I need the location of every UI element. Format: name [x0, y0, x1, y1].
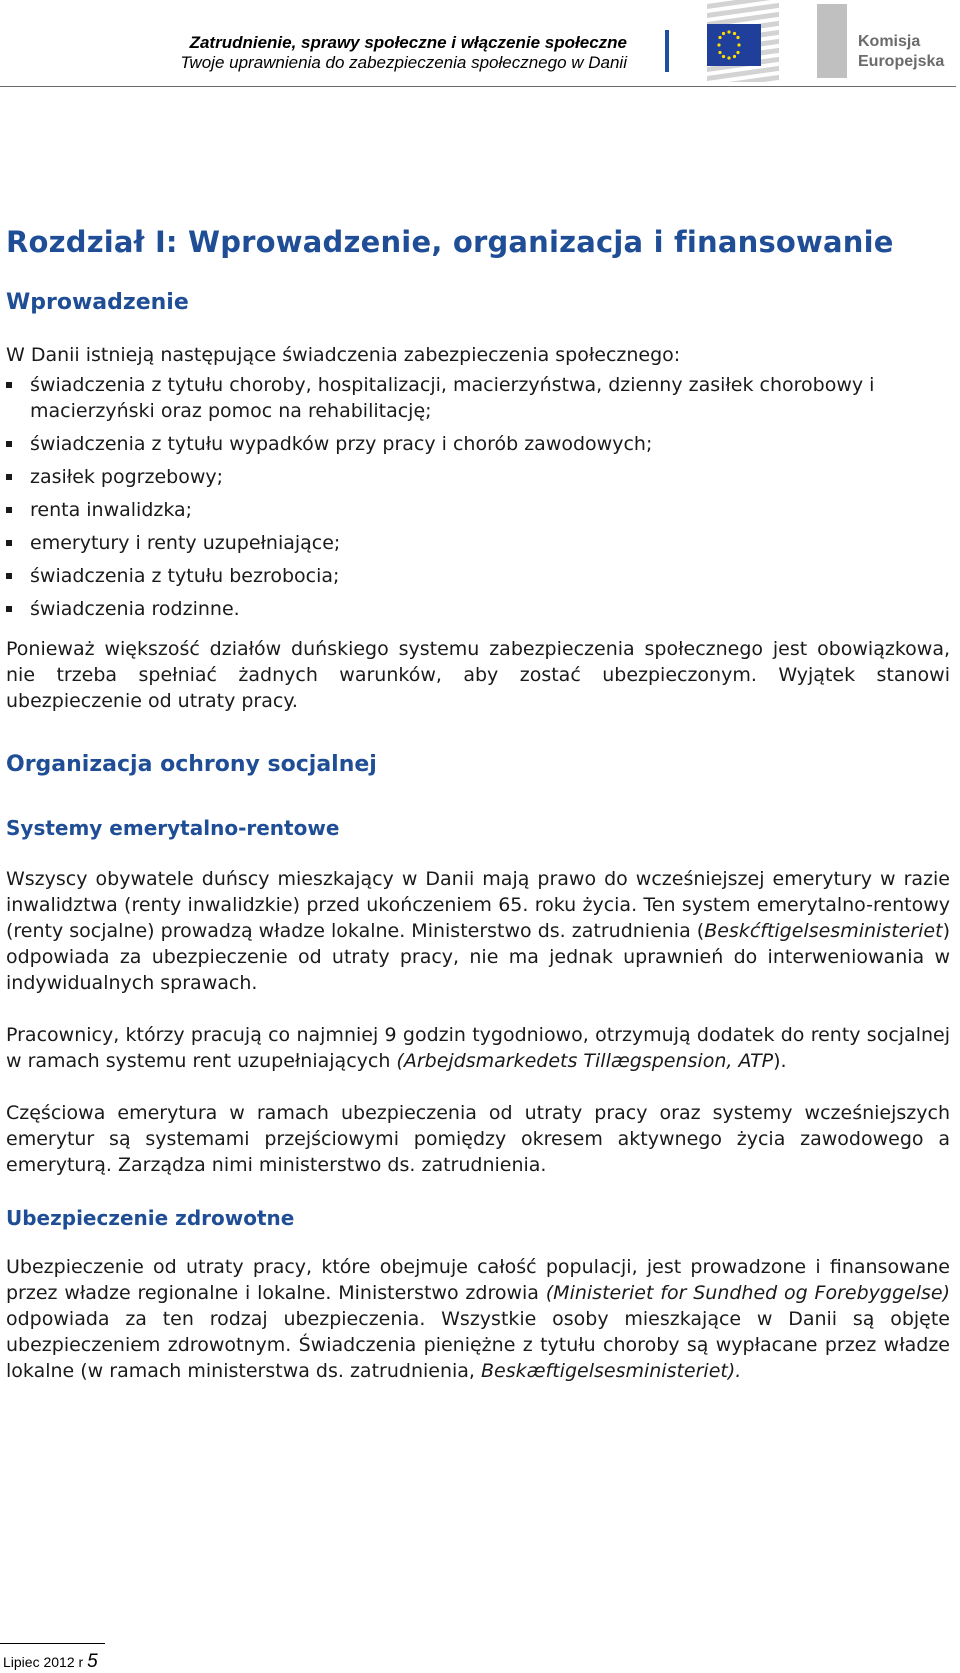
section-heading-organization: Organizacja ochrony socjalnej [6, 752, 377, 777]
section-heading-intro: Wprowadzenie [6, 290, 189, 315]
health-paragraph [6, 1254, 950, 1384]
subsection-heading-health: Ubezpieczenie zdrowotne [6, 1206, 295, 1230]
list-item: świadczenia z tytułu choroby, hospitalizacji, macierzyństwa, dzienny zasiłek chorobowy i macierzyński oraz pomoc na rehabilitację; [6, 372, 950, 424]
header-separator [665, 30, 669, 72]
italic-term: (Arbejdsmarkedets Tillægspension, ATP [396, 1050, 774, 1072]
logo-text-line2: Europejska [858, 53, 945, 70]
logo-text-line1: Komisja [858, 33, 921, 50]
pension-paragraph-3: Częściowa emerytura w ramach ubezpieczenia od utraty pracy oraz systemy wcześniejszych emerytur są systemami przejściowymi pomiędzy okresem aktywnego życia zawodowego a emeryturą. Zarządza nimi ministerstwo ds. zatrudnienia. [6, 1102, 950, 1176]
italic-term: Beskæftigelsesministeriet). [481, 1360, 742, 1382]
intro-paragraph: Ponieważ większość działów duńskiego systemu zabezpieczenia społecznego jest obowiązkowa, nie trzeba spełniać żadnych warunków, aby zostać ubezpieczonym. Wyjątek stanowi ubezpieczenie od utraty pracy. [6, 638, 950, 712]
italic-term: (Ministeriet for Sundhed og Forebyggelse) [545, 1282, 951, 1304]
header-title: Zatrudnienie, sprawy społeczne i włączenie społeczne [189, 33, 627, 52]
pension-paragraph-2 [6, 1022, 950, 1074]
header-subtitle: Twoje uprawnienia do zabezpieczenia społecznego w Danii [180, 53, 627, 72]
header-rule [0, 86, 956, 87]
text-run: odpowiada za ten rodzaj ubezpieczenia. Wszystkie osoby mieszkające w Danii są objęte ubezpieczeniem zdrowotnym. Świadczenia pieniężne z tytułu choroby są wypłacane przez władze lokalne (w ramach ministerstwa ds. zatrudnienia, [6, 1308, 950, 1382]
list-item: emerytury i renty uzupełniające; [6, 530, 950, 556]
list-item: renta inwalidzka; [6, 497, 950, 523]
italic-term: Beskćftigelsesministeriet [704, 920, 943, 942]
document-body [6, 222, 950, 1384]
subsection-heading-pensions: Systemy emerytalno-rentowe [6, 816, 340, 840]
footer [3, 1651, 98, 1673]
text-run: ). [773, 1050, 787, 1072]
list-item: świadczenia rodzinne. [6, 596, 950, 622]
text-run: ) odpowiada za ubezpieczenie od utraty pracy, nie ma jednak uprawnień do interweniowania w indywidualnych sprawach. [6, 920, 950, 994]
text-run: Wszyscy obywatele duńscy mieszkający w Danii mają prawo do wcześniejszej emerytury w razie inwalidztwa (renty inwalidzkie) przed ukończeniem 65. roku życia. Ten system emerytalno-rentowy (renty socjalne) prowadzą władze lokalne. Ministerstwo ds. zatrudnienia ( [6, 868, 950, 942]
list-item: świadczenia z tytułu wypadków przy pracy i chorób zawodowych; [6, 431, 950, 457]
page-number: 5 [87, 1651, 98, 1672]
footer-date: Lipiec 2012 r [3, 1654, 88, 1670]
benefits-list [6, 372, 950, 622]
footer-rule [0, 1643, 105, 1644]
list-item: zasiłek pogrzebowy; [6, 464, 950, 490]
text-run: Pracownicy, którzy pracują co najmniej 9 godzin tygodniowo, otrzymują dodatek do renty socjalnej w ramach systemu rent uzupełniających [6, 1024, 950, 1072]
list-item: świadczenia z tytułu bezrobocia; [6, 563, 950, 589]
text-run: Ubezpieczenie od utraty pracy, które obejmuje całość populacji, jest prowadzone i finansowane przez władze regionalne i lokalne. Ministerstwo zdrowia [6, 1256, 950, 1304]
intro-lead: W Danii istnieją następujące świadczenia zabezpieczenia społecznego: [6, 344, 681, 366]
chapter-title: Rozdział I: Wprowadzenie, organizacja i finansowanie [6, 225, 894, 259]
logo-text [858, 32, 944, 72]
pension-paragraph-1 [6, 866, 950, 996]
